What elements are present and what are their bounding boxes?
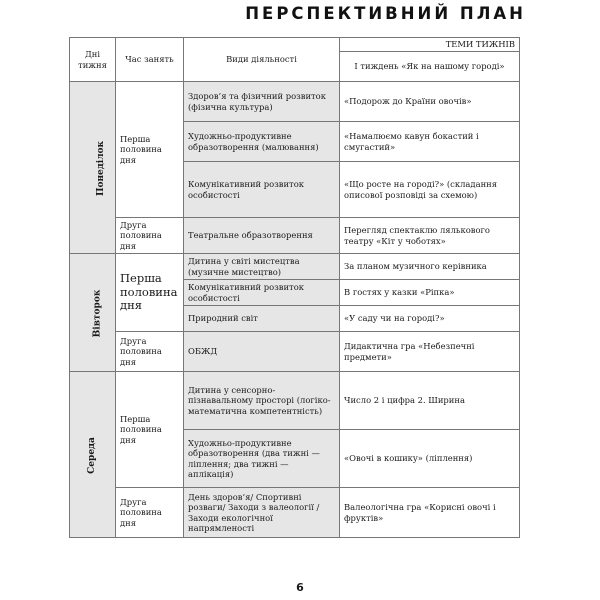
theme-cell: «Що росте на городі?» (складання описової розповіді за схемою) xyxy=(340,162,520,218)
theme-cell: Валеологічна гра «Корисні овочі і фруктів» xyxy=(340,488,520,538)
theme-cell: Число 2 і цифра 2. Ширина xyxy=(340,372,520,430)
theme-cell: «У саду чи на городі?» xyxy=(340,306,520,332)
activity-cell: Комунікативний розвиток особистості xyxy=(184,162,340,218)
theme-cell: «Овочі в кошику» (ліплення) xyxy=(340,430,520,488)
theme-cell: За планом музичного керівника xyxy=(340,254,520,280)
header-time: Час занять xyxy=(116,38,184,82)
time-wednesday-second: Друга половина дня xyxy=(116,488,184,538)
page-title: ПЕРСПЕКТИВНИЙ ПЛАН xyxy=(245,4,526,23)
time-monday-second: Друга половина дня xyxy=(116,218,184,254)
header-activities: Види діяльності xyxy=(184,38,340,82)
theme-cell: Дидактична гра «Небезпечні предмети» xyxy=(340,332,520,372)
activity-cell: Природний світ xyxy=(184,306,340,332)
day-wednesday: Середа xyxy=(70,372,116,538)
activity-cell: Комунікативний розвиток особистості xyxy=(184,280,340,306)
activity-cell: Здоров’я та фізичний розвиток (фізична культура) xyxy=(184,82,340,122)
theme-cell: В гостях у казки «Ріпка» xyxy=(340,280,520,306)
activity-cell: ОБЖД xyxy=(184,332,340,372)
activity-cell: День здоров’я/ Спортивні розваги/ Заходи з валеології /Заходи екологічної напрямленості xyxy=(184,488,340,538)
theme-cell: «Намалюємо кавун бокастий і смугастий» xyxy=(340,122,520,162)
header-themes: ТЕМИ ТИЖНІВ xyxy=(340,38,520,52)
page-number: 6 xyxy=(296,581,304,594)
activity-cell: Художньо-продуктивне образотворення (малювання) xyxy=(184,122,340,162)
day-monday: Понеділок xyxy=(70,82,116,254)
activity-cell: Дитина у сенсорно-пізнавальному просторі (логіко-математична компетентність) xyxy=(184,372,340,430)
time-tuesday-first: Перша половина дня xyxy=(116,254,184,332)
activity-cell: Театральне образотворення xyxy=(184,218,340,254)
header-days: Дні тижня xyxy=(70,38,116,82)
theme-cell: «Подорож до Країни овочів» xyxy=(340,82,520,122)
theme-cell: Перегляд спектаклю лялькового театру «Кіт у чоботях» xyxy=(340,218,520,254)
time-monday-first: Перша половина дня xyxy=(116,82,184,218)
time-tuesday-second: Друга половина дня xyxy=(116,332,184,372)
day-tuesday: Вівторок xyxy=(70,254,116,372)
activity-cell: Художньо-продуктивне образотворення (два тижні — ліплення; два тижні — аплікація) xyxy=(184,430,340,488)
plan-table xyxy=(69,37,520,538)
time-wednesday-first: Перша половина дня xyxy=(116,372,184,488)
header-week: I тиждень «Як на нашому городі» xyxy=(340,52,520,82)
activity-cell: Дитина у світі мистецтва (музичне мистецтво) xyxy=(184,254,340,280)
